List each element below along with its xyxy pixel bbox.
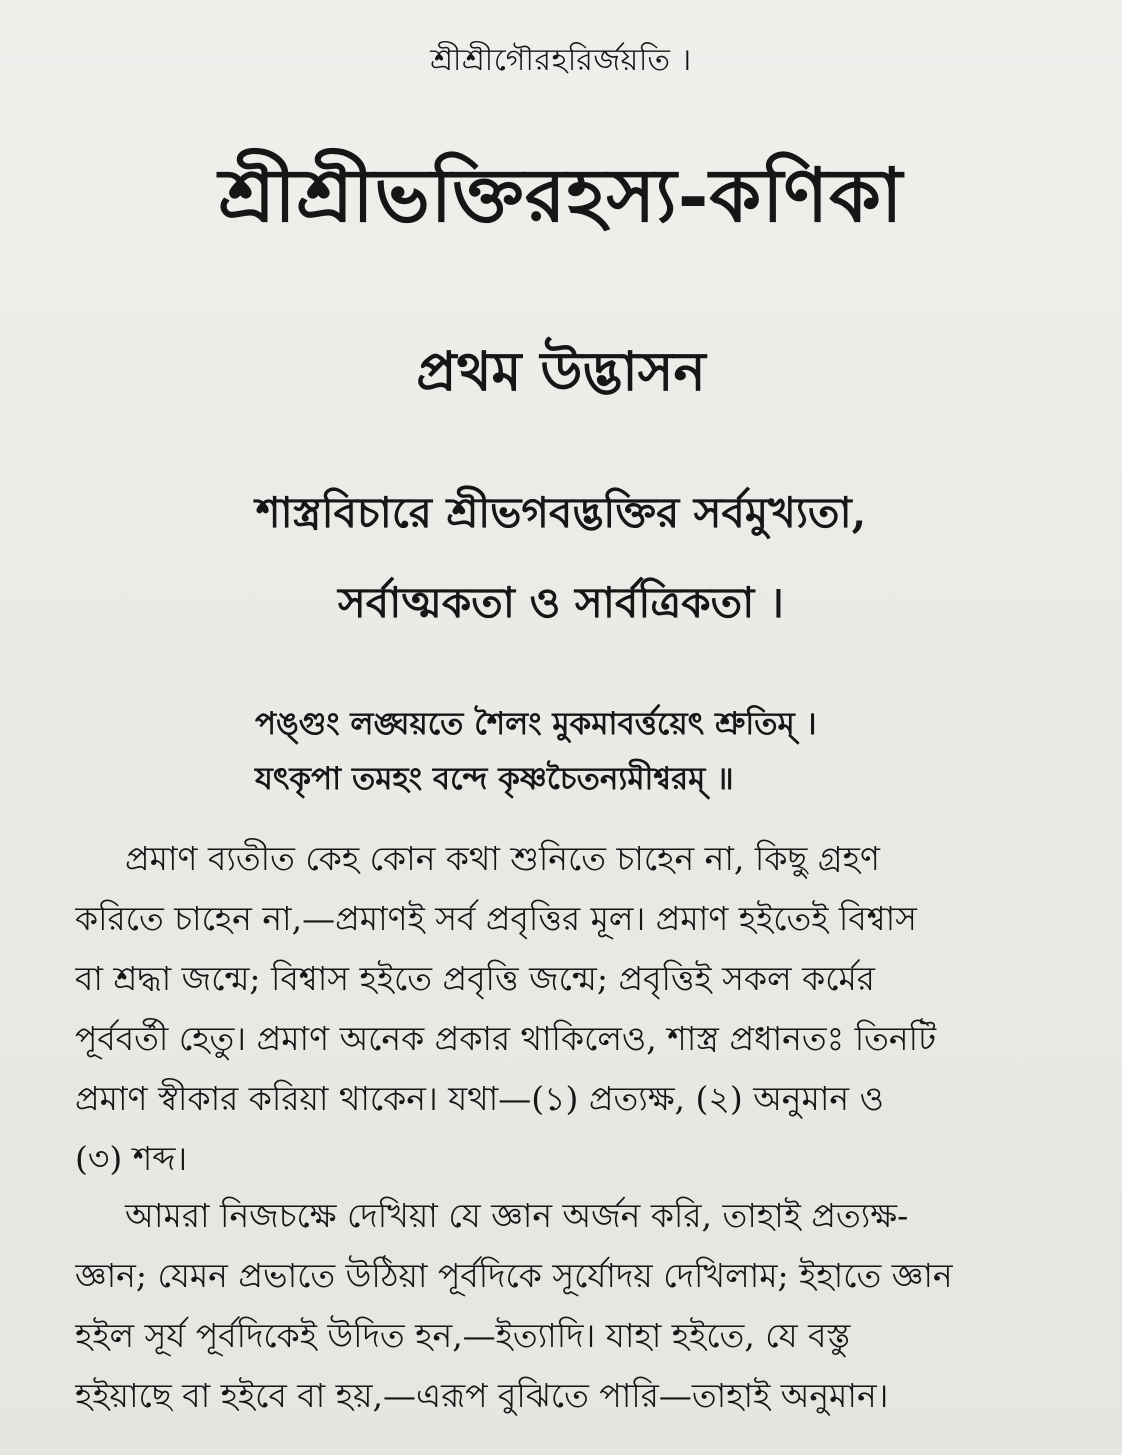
- paragraph-2-line-3: হইল সূর্য পূর্বদিকেই উদিত হন,—ইত্যাদি। যাহা হইতে, যে বস্তু: [75, 1316, 851, 1355]
- page-title: শ্রীশ্রীভক্তিরহস্য-কণিকা: [218, 153, 904, 239]
- paragraph-1-line-4: পূর্ববর্তী হেতু। প্রমাণ অনেক প্রকার থাকিলেও, শাস্ত্র প্রধানতঃ তিনটি: [75, 1019, 937, 1058]
- paragraph-2-line-2: জ্ঞান; যেমন প্রভাতে উঠিয়া পূর্বদিকে সূর্যোদয় দেখিলাম; ইহাতে জ্ঞান: [75, 1256, 953, 1295]
- paragraph-1-line-3: বা শ্রদ্ধা জন্মে; বিশ্বাস হইতে প্রবৃত্তি জন্মে; প্রবৃত্তিই সকল কর্মের: [75, 959, 875, 998]
- section-subtitle-line-1: শাস্ত্রবিচারে শ্রীভগবদ্ভক্তির সর্বমুখ্যতা,: [255, 488, 867, 537]
- paragraph-1-line-1: প্রমাণ ব্যতীত কেহ কোন কথা শুনিতে চাহেন না, কিছু গ্রহণ: [125, 839, 880, 878]
- section-subtitle-line-2: সর্বাত্মকতা ও সার্বত্রিকতা ।: [338, 578, 784, 627]
- verse-line-1: পঙ্গুং লঙ্ঘয়তে শৈলং মুকমাবর্ত্তয়েৎ শ্রুতিম্ ।: [255, 706, 817, 742]
- chapter-title: প্রথম উদ্ভাসন: [416, 339, 706, 403]
- paragraph-1-line-5: প্রমাণ স্বীকার করিয়া থাকেন। যথা—(১) প্রত্যক্ষ, (২) অনুমান ও: [75, 1079, 884, 1118]
- paragraph-2-line-1: আমরা নিজচক্ষে দেখিয়া যে জ্ঞান অর্জন করি, তাহাই প্রত্যক্ষ-: [125, 1196, 909, 1235]
- paragraph-2-line-4: হইয়াছে বা হইবে বা হয়,—এরূপ বুঝিতে পারি—তাহাই অনুমান।: [75, 1376, 889, 1415]
- paragraph-1-line-6: (৩) শব্দ।: [75, 1139, 188, 1178]
- verse-line-2: যৎকৃপা তমহং বন্দে কৃষ্ণচৈতন্যমীশ্বরম্ ॥: [255, 761, 734, 797]
- running-header: শ্রীশ্রীগৌরহরির্জয়তি ।: [430, 43, 692, 78]
- paragraph-1-line-2: করিতে চাহেন না,—প্রমাণই সর্ব প্রবৃত্তির মূল। প্রমাণ হইতেই বিশ্বাস: [75, 899, 917, 938]
